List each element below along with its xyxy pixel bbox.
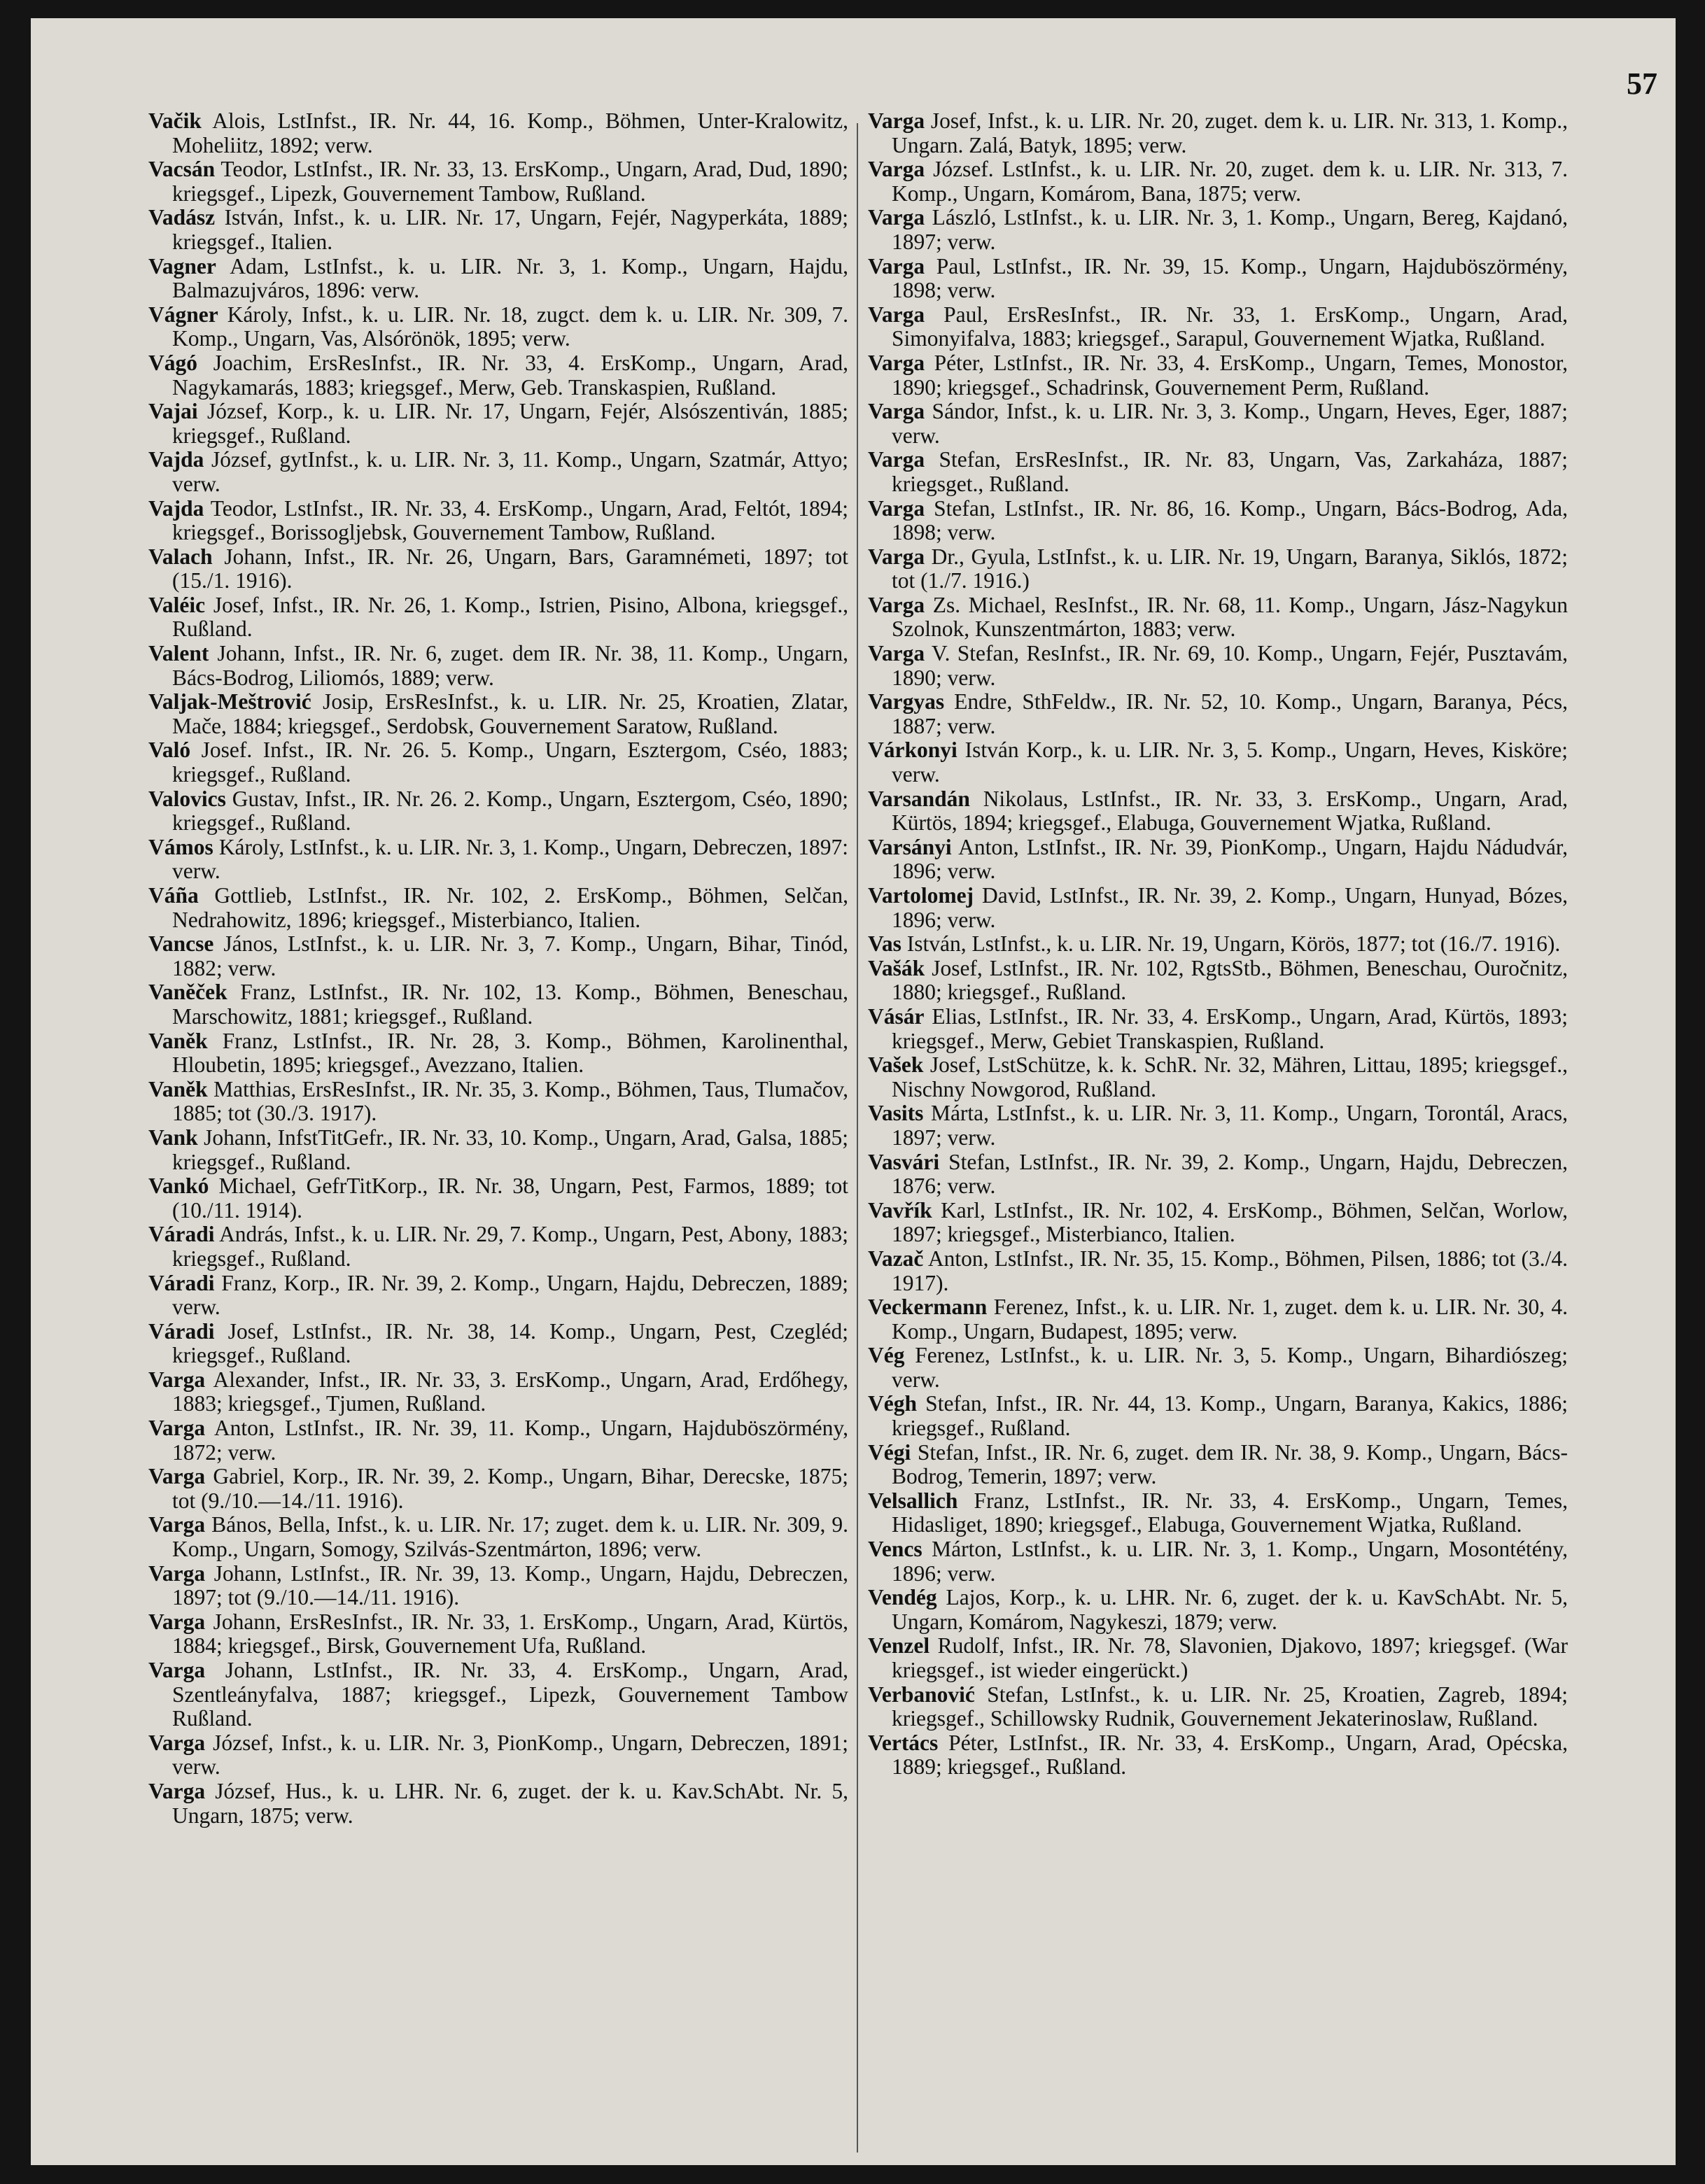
register-entry: [148, 255, 848, 303]
entry-surname: Vasvári: [868, 1149, 940, 1174]
entry-surname: Varga: [868, 253, 925, 279]
register-entry: [868, 787, 1568, 836]
entry-surname: Vašák: [868, 955, 925, 980]
entry-details: István, Infst., k. u. LIR. Nr. 17, Ungarn, Fejér, Nagyperkáta, 1889; kriegsgef., Italien.: [172, 205, 849, 254]
register-entry: [148, 642, 848, 690]
entry-details: Nikolaus, LstInfst., IR. Nr. 33, 3. ErsKomp., Ungarn, Arad, Kürtös, 1894; kriegsgef., Elabuga, Gouvernement Wjatka, Rußland.: [892, 786, 1568, 836]
register-entry: [868, 1053, 1568, 1101]
entry-surname: Vásár: [868, 1003, 925, 1029]
register-entry: [148, 400, 848, 448]
entry-details: Teodor, LstInfst., IR. Nr. 33, 4. ErsKomp., Ungarn, Arad, Feltót, 1894; kriegsgef., Borissoglјebsk, Gouvernement Tambow, Rußland.: [172, 495, 848, 545]
entry-details: Zs. Michael, ResInfst., IR. Nr. 68, 11. Komp., Ungarn, Jász-Nagykun Szolnok, Kunszentmárton, 1883; verw.: [892, 592, 1568, 642]
entry-surname: Varga: [868, 592, 925, 617]
register-entry: [868, 157, 1568, 206]
entry-surname: Varga: [148, 1778, 206, 1803]
entry-surname: Valach: [148, 544, 213, 569]
register-entry: [868, 932, 1568, 957]
entry-surname: Vavřík: [868, 1197, 932, 1223]
entry-details: Franz, Korp., IR. Nr. 39, 2. Komp., Ungarn, Hajdu, Debreczen, 1889; verw.: [172, 1270, 848, 1320]
entry-surname: Velsallich: [868, 1488, 958, 1513]
entry-surname: Vadász: [148, 205, 216, 230]
register-entry: [148, 738, 848, 787]
entry-details: Gottlieb, LstInfst., IR. Nr. 102, 2. ErsKomp., Böhmen, Selčan, Nedrahowitz, 1896; kriegsgef., Misterbianco, Italien.: [172, 883, 848, 932]
register-entry: [148, 1610, 848, 1658]
entry-surname: Varga: [148, 1512, 206, 1537]
register-entry: [148, 1271, 848, 1320]
entry-details: János, LstInfst., k. u. LIR. Nr. 3, 7. Komp., Ungarn, Bihar, Tinód, 1882; verw.: [172, 931, 849, 980]
column-divider: [857, 123, 858, 2153]
entry-details: Gustav, Infst., IR. Nr. 26. 2. Komp., Ungarn, Esztergom, Cséo, 1890; kriegsgef., Rußland.: [172, 786, 849, 836]
entry-details: Károly, Infst., k. u. LIR. Nr. 18, zugct. dem k. u. LIR. Nr. 309, 7. Komp., Ungarn, Vas, Alsórönök, 1895; verw.: [172, 302, 848, 351]
register-entry: [868, 1101, 1568, 1150]
entry-details: Stefan, Infst., IR. Nr. 6, zuget. dem IR. Nr. 38, 9. Komp., Ungarn, Bács-Bodrog, Temerin, 1897; verw.: [892, 1439, 1569, 1489]
entry-details: István, LstInfst., k. u. LIR. Nr. 19, Ungarn, Körös, 1877; tot (16./7. 1916).: [906, 931, 1561, 957]
entry-details: Josef. Infst., IR. Nr. 26. 5. Komp., Ungarn, Esztergom, Cséo, 1883; kriegsgef., Rußland.: [172, 738, 849, 787]
entry-surname: Valjak-Meštrović: [148, 689, 311, 714]
entry-details: Josef, Infst., k. u. LIR. Nr. 20, zuget. dem k. u. LIR. Nr. 313, 1. Komp., Ungarn. Zalá, Batyk, 1895; verw.: [892, 108, 1568, 157]
entry-surname: Vank: [148, 1125, 198, 1150]
register-entry: [148, 787, 848, 836]
entry-details: Joachim, ErsResInfst., IR. Nr. 33, 4. ErsKomp., Ungarn, Arad, Nagykamarás, 1883; kriegsgef., Merw, Geb. Transkaspien, Rußland.: [172, 350, 848, 400]
entry-surname: Varga: [868, 544, 925, 569]
entry-surname: Vámos: [148, 834, 213, 859]
entry-details: Stefan, ErsResInfst., IR. Nr. 83, Ungarn, Vas, Zarkaháza, 1887; kriegsget., Rußland.: [892, 447, 1568, 496]
entry-surname: Vertács: [868, 1730, 939, 1755]
register-entry: [868, 1392, 1568, 1440]
register-entry: [868, 400, 1568, 448]
entry-details: Adam, LstInfst., k. u. LIR. Nr. 3, 1. Komp., Ungarn, Hajdu, Balmazujváros, 1896: verw.: [172, 253, 849, 303]
entry-surname: Verbanović: [868, 1682, 975, 1707]
entry-details: András, Infst., k. u. LIR. Nr. 29, 7. Komp., Ungarn, Pest, Abony, 1883; kriegsgef., Rußland.: [172, 1222, 849, 1271]
entry-surname: Valovics: [148, 786, 226, 811]
register-entry: [148, 545, 848, 593]
register-entry: [868, 1489, 1568, 1537]
entry-surname: Varga: [148, 1730, 206, 1755]
register-entry: [868, 593, 1568, 642]
entry-surname: Varsandán: [868, 786, 970, 811]
entry-details: Gabriel, Korp., IR. Nr. 39, 2. Komp., Ungarn, Bihar, Derecske, 1875; tot (9./10.—14./11. 1916).: [172, 1464, 848, 1513]
entry-details: Teodor, LstInfst., IR. Nr. 33, 13. ErsKomp., Ungarn, Arad, Dud, 1890; kriegsgef., Lipezk, Gouvernement Tambow, Rußland.: [172, 157, 848, 206]
register-entry: [868, 1537, 1568, 1586]
entry-surname: Váña: [148, 883, 199, 908]
entry-details: Lajos, Korp., k. u. LHR. Nr. 6, zuget. der k. u. KavSchAbt. Nr. 5, Ungarn, Komárom, Nagykeszi, 1879; verw.: [892, 1585, 1569, 1634]
register-entry: [868, 1150, 1568, 1199]
entry-surname: Varga: [868, 447, 925, 472]
register-entry: [148, 980, 848, 1029]
register-entry: [148, 206, 848, 254]
register-entry: [148, 351, 848, 400]
entry-details: Márton, LstInfst., k. u. LIR. Nr. 3, 1. Komp., Ungarn, Mosontétény, 1896; verw.: [892, 1537, 1569, 1586]
register-entry: [868, 957, 1568, 1005]
entry-details: V. Stefan, ResInfst., IR. Nr. 69, 10. Komp., Ungarn, Fejér, Pusztavám, 1890; verw.: [892, 641, 1568, 690]
entry-details: Josef, Infst., IR. Nr. 26, 1. Komp., Istrien, Pisino, Albona, kriegsgef., Rußland.: [172, 592, 848, 642]
register-entry: [868, 690, 1568, 738]
entry-details: Dr., Gyula, LstInfst., k. u. LIR. Nr. 19, Ungarn, Baranya, Siklós, 1872; tot (1./7. 1916.): [892, 544, 1568, 593]
register-entry: [868, 1295, 1568, 1344]
register-entry: [868, 351, 1568, 400]
entry-details: Sándor, Infst., k. u. LIR. Nr. 3, 3. Komp., Ungarn, Heves, Eger, 1887; verw.: [892, 399, 1568, 448]
entry-surname: Vencs: [868, 1537, 922, 1562]
entry-surname: Vartolomej: [868, 883, 974, 908]
register-entry: [868, 884, 1568, 932]
entry-surname: Vaněk: [148, 1076, 208, 1101]
entry-surname: Varga: [868, 205, 925, 230]
entry-details: Johann, InfstTitGefr., IR. Nr. 33, 10. Komp., Ungarn, Arad, Galsa, 1885; kriegsgef., Rußland.: [172, 1125, 849, 1174]
register-entry: [148, 1465, 848, 1513]
register-entry: [868, 1441, 1568, 1489]
book-page: [31, 18, 1676, 2165]
entry-details: Anton, LstInfst., IR. Nr. 39, 11. Komp., Ungarn, Hajduböszörmény, 1872; verw.: [172, 1416, 848, 1465]
register-entry: [148, 1126, 848, 1174]
entry-surname: Vendég: [868, 1585, 937, 1610]
entry-details: Johann, LstInfst., IR. Nr. 33, 4. ErsKomp., Ungarn, Arad, Szentleányfalva, 1887; kriegsgef., Lipezk, Gouvernement Tambow Rußland.: [172, 1658, 849, 1731]
entry-details: Ferenez, LstInfst., k. u. LIR. Nr. 3, 5. Komp., Ungarn, Bihardiószeg; verw.: [892, 1343, 1569, 1392]
register-entry: [868, 1586, 1568, 1634]
register-entry: [868, 1199, 1568, 1247]
register-entry: [148, 497, 848, 545]
entry-surname: Varga: [868, 495, 925, 521]
entry-surname: Varga: [868, 399, 925, 424]
register-entry: [868, 255, 1568, 303]
entry-details: József, Infst., k. u. LIR. Nr. 3, PionKomp., Ungarn, Debreczen, 1891; verw.: [172, 1730, 849, 1780]
register-entry: [868, 642, 1568, 690]
entry-surname: Végi: [868, 1439, 911, 1465]
entry-details: Franz, LstInfst., IR. Nr. 28, 3. Komp., Böhmen, Karolinenthal, Hloubetin, 1895; kriegsgef., Avezzano, Italien.: [172, 1028, 848, 1078]
entry-details: Paul, LstInfst., IR. Nr. 39, 15. Komp., Ungarn, Hajduböszörmény, 1898; verw.: [892, 253, 1568, 303]
entry-surname: Varga: [868, 641, 925, 666]
entry-surname: Varga: [868, 302, 925, 327]
entry-surname: Vašek: [868, 1052, 924, 1078]
entry-details: Johann, LstInfst., IR. Nr. 39, 13. Komp., Ungarn, Hajdu, Debreczen, 1897; tot (9./10.—14./11. 1916).: [172, 1560, 849, 1610]
entry-surname: Vajda: [148, 447, 204, 472]
register-entry: [148, 448, 848, 496]
entry-details: Josef, LstInfst., IR. Nr. 38, 14. Komp., Ungarn, Pest, Czegléd; kriegsgef., Rußland.: [172, 1318, 848, 1368]
register-entry: [868, 738, 1568, 787]
register-entry: [148, 1562, 848, 1610]
entry-details: Johann, Infst., IR. Nr. 6, zuget. dem IR. Nr. 38, 11. Komp., Ungarn, Bács-Bodrog, Liliomós, 1889; verw.: [172, 641, 848, 690]
register-entry: [148, 1029, 848, 1078]
register-entry: [868, 1247, 1568, 1295]
register-entry: [148, 1731, 848, 1780]
entry-details: Márta, LstInfst., k. u. LIR. Nr. 3, 11. Komp., Ungarn, Torontál, Aracs, 1897; verw.: [892, 1101, 1568, 1150]
entry-details: Alexander, Infst., IR. Nr. 33, 3. ErsKomp., Ungarn, Arad, Erdőhegy, 1883; kriegsgef., Tjumen, Rußland.: [172, 1367, 848, 1416]
entry-surname: Való: [148, 738, 191, 763]
entry-surname: Váradi: [148, 1318, 215, 1344]
entry-surname: Vasits: [868, 1101, 924, 1126]
register-entry: [148, 1513, 848, 1561]
entry-surname: Varga: [148, 1367, 206, 1392]
register-entry: [148, 303, 848, 351]
entry-details: Josef, LstInfst., IR. Nr. 102, RgtsStb., Böhmen, Beneschau, Ouročnitz, 1880; kriegsgef., Rußland.: [892, 955, 1569, 1005]
register-entry: [148, 1658, 848, 1731]
entry-surname: Veckermann: [868, 1295, 988, 1320]
register-entry: [868, 1005, 1568, 1053]
entry-details: Stefan, Infst., IR. Nr. 44, 13. Komp., Ungarn, Baranya, Kakics, 1886; kriegsgef., Rußland.: [892, 1391, 1568, 1441]
register-entry: [148, 836, 848, 884]
entry-details: Josef, LstSchütze, k. k. SchR. Nr. 32, Mähren, Littau, 1895; kriegsgef., Nischny Nowgorod, Rußland.: [892, 1052, 1569, 1101]
entry-details: Endre, SthFeldw., IR. Nr. 52, 10. Komp., Ungarn, Baranya, Pécs, 1887; verw.: [892, 689, 1569, 738]
register-entry: [148, 109, 848, 157]
entry-surname: Vaněk: [148, 1028, 208, 1053]
register-entry: [148, 1078, 848, 1126]
entry-details: József, gytInfst., k. u. LIR. Nr. 3, 11. Komp., Ungarn, Szatmár, Attyo; verw.: [172, 447, 849, 496]
entry-details: Josip, ErsResInfst., k. u. LIR. Nr. 25, Kroatien, Zlatar, Mače, 1884; kriegsgef., Serdobsk, Gouvernement Saratow, Rußland.: [172, 689, 849, 738]
entry-details: Johann, Infst., IR. Nr. 26, Ungarn, Bars, Garamnémeti, 1897; tot (15./1. 1916).: [172, 544, 848, 593]
entry-surname: Vágó: [148, 350, 197, 375]
entry-surname: Vačik: [148, 108, 202, 133]
register-entry: [148, 690, 848, 738]
register-entry: [148, 1416, 848, 1465]
entry-surname: Vas: [868, 931, 901, 957]
entry-surname: Varga: [868, 108, 925, 133]
register-entry: [868, 1683, 1568, 1731]
register-entry: [868, 109, 1568, 157]
entry-surname: Vazač: [868, 1246, 924, 1271]
right-column: [868, 109, 1568, 1780]
register-entry: [148, 1780, 848, 1828]
register-entry: [148, 1368, 848, 1416]
entry-surname: Vacsán: [148, 157, 216, 182]
entry-details: Paul, ErsResInfst., IR. Nr. 33, 1. ErsKomp., Ungarn, Arad, Simonyifalva, 1883; kriegsgef., Sarapul, Gouvernement Wjatka, Rußland.: [892, 302, 1569, 351]
entry-details: Anton, LstInfst., IR. Nr. 39, PionKomp., Ungarn, Hajdu Nádudvár, 1896; verw.: [892, 834, 1569, 884]
entry-details: Rudolf, Infst., IR. Nr. 78, Slavonien, Djakovo, 1897; kriegsgef. (War kriegsgef., ist wieder eingerückt.): [892, 1633, 1568, 1682]
entry-details: József, Hus., k. u. LHR. Nr. 6, zuget. der k. u. Kav.SchAbt. Nr. 5, Ungarn, 1875; verw.: [172, 1778, 848, 1828]
entry-details: Alois, LstInfst., IR. Nr. 44, 16. Komp., Böhmen, Unter-Kralowitz, Moheliitz, 1892; verw.: [172, 108, 848, 157]
register-entry: [148, 932, 848, 980]
left-column: [148, 109, 848, 1828]
entry-details: József. LstInfst., k. u. LIR. Nr. 20, zuget. dem k. u. LIR. Nr. 313, 7. Komp., Ungarn, Komárom, Bana, 1875; verw.: [892, 157, 1569, 206]
entry-surname: Vargyas: [868, 689, 945, 714]
entry-details: Franz, LstInfst., IR. Nr. 102, 13. Komp., Böhmen, Beneschau, Marschowitz, 1881; kriegsgef., Rußland.: [172, 980, 849, 1029]
entry-surname: Vágner: [148, 302, 218, 327]
register-entry: [868, 1344, 1568, 1392]
entry-surname: Vankó: [148, 1174, 209, 1199]
entry-details: Péter, LstInfst., IR. Nr. 33, 4. ErsKomp., Ungarn, Temes, Monostor, 1890; kriegsgef., Schadrinsk, Gouvernement Perm, Rußland.: [892, 350, 1569, 400]
page-number: 57: [1627, 66, 1657, 101]
entry-details: Franz, LstInfst., IR. Nr. 33, 4. ErsKomp., Ungarn, Temes, Hidasliget, 1890; kriegsgef., Elabuga, Gouvernement Wjatka, Rußland.: [892, 1488, 1568, 1537]
entry-details: Anton, LstInfst., IR. Nr. 35, 15. Komp., Böhmen, Pilsen, 1886; tot (3./4. 1917).: [892, 1246, 1568, 1295]
register-entry: [148, 593, 848, 642]
register-entry: [868, 545, 1568, 593]
entry-surname: Vagner: [148, 253, 216, 279]
entry-details: Károly, LstInfst., k. u. LIR. Nr. 3, 1. Komp., Ungarn, Debreczen, 1897: verw.: [172, 834, 849, 884]
entry-surname: Vancse: [148, 931, 214, 957]
entry-surname: Venzel: [868, 1633, 930, 1658]
entry-details: Stefan, LstInfst., IR. Nr. 86, 16. Komp., Ungarn, Bács-Bodrog, Ada, 1898; verw.: [892, 495, 1568, 545]
register-entry: [868, 206, 1568, 254]
entry-surname: Valéic: [148, 592, 206, 617]
register-entry: [868, 448, 1568, 496]
entry-details: László, LstInfst., k. u. LIR. Nr. 3, 1. Komp., Ungarn, Bereg, Kajdanó, 1897; verw.: [892, 205, 1569, 254]
register-entry: [868, 1634, 1568, 1682]
entry-surname: Varga: [148, 1464, 206, 1489]
entry-surname: Valent: [148, 641, 209, 666]
entry-surname: Végh: [868, 1391, 917, 1416]
entry-details: Matthias, ErsResInfst., IR. Nr. 35, 3. Komp., Böhmen, Taus, Tlumačov, 1885; tot (30./3. 1917).: [172, 1076, 848, 1126]
entry-surname: Varga: [868, 157, 925, 182]
entry-surname: Váradi: [148, 1270, 215, 1295]
entry-surname: Varga: [148, 1658, 206, 1682]
register-entry: [868, 303, 1568, 351]
register-entry: [868, 836, 1568, 884]
entry-details: Ferenez, Infst., k. u. LIR. Nr. 1, zuget. dem k. u. LIR. Nr. 30, 4. Komp., Ungarn, Budapest, 1895; verw.: [892, 1295, 1569, 1344]
register-entry: [148, 157, 848, 206]
entry-surname: Vég: [868, 1343, 905, 1368]
register-entry: [148, 1320, 848, 1368]
entry-details: Stefan, LstInfst., IR. Nr. 39, 2. Komp., Ungarn, Hajdu, Debreczen, 1876; verw.: [892, 1149, 1568, 1199]
entry-surname: Vajai: [148, 399, 198, 424]
entry-surname: Varga: [148, 1560, 206, 1586]
entry-surname: Vajda: [148, 495, 204, 521]
entry-details: David, LstInfst., IR. Nr. 39, 2. Komp., Ungarn, Hunyad, Bózes, 1896; verw.: [892, 883, 1569, 932]
entry-surname: Varga: [148, 1609, 206, 1634]
entry-surname: Várkonyi: [868, 738, 957, 763]
entry-surname: Varga: [148, 1416, 206, 1441]
entry-details: Karl, LstInfst., IR. Nr. 102, 4. ErsKomp., Böhmen, Selčan, Worlow, 1897; kriegsgef., Misterbianco, Italien.: [892, 1197, 1569, 1247]
register-entry: [148, 1174, 848, 1223]
entry-details: Michael, GefrTitKorp., IR. Nr. 38, Ungarn, Pest, Farmos, 1889; tot (10./11. 1914).: [172, 1174, 848, 1223]
register-entry: [148, 1223, 848, 1271]
register-entry: [868, 1731, 1568, 1780]
entry-details: István Korp., k. u. LIR. Nr. 3, 5. Komp., Ungarn, Heves, Kisköre; verw.: [892, 738, 1569, 787]
entry-details: József, Korp., k. u. LIR. Nr. 17, Ungarn, Fejér, Alsószentiván, 1885; kriegsgef., Rußland.: [172, 399, 849, 448]
entry-details: Péter, LstInfst., IR. Nr. 33, 4. ErsKomp., Ungarn, Arad, Opécska, 1889; kriegsgef., Rußland.: [892, 1730, 1568, 1780]
entry-details: Elias, LstInfst., IR. Nr. 33, 4. ErsKomp., Ungarn, Arad, Kürtös, 1893; kriegsgef., Merw, Gebiet Transkaspien, Rußland.: [892, 1003, 1569, 1053]
register-entry: [148, 884, 848, 932]
entry-details: Stefan, LstInfst., k. u. LIR. Nr. 25, Kroatien, Zagreb, 1894; kriegsgef., Schillowsky Rudnik, Gouvernement Jekaterinoslaw, Rußland.: [892, 1682, 1569, 1731]
entry-details: Johann, ErsResInfst., IR. Nr. 33, 1. ErsKomp., Ungarn, Arad, Kürtös, 1884; kriegsgef., Birsk, Gouvernement Ufa, Rußland.: [172, 1609, 848, 1658]
entry-surname: Váradi: [148, 1222, 215, 1247]
entry-surname: Varsányi: [868, 834, 952, 859]
entry-surname: Varga: [868, 350, 925, 375]
entry-details: Bános, Bella, Infst., k. u. LIR. Nr. 17; zuget. dem k. u. LIR. Nr. 309, 9. Komp., Ungarn, Somogy, Szilvás-Szentmárton, 1896; verw.: [172, 1512, 848, 1562]
entry-surname: Vaněček: [148, 980, 227, 1005]
register-entry: [868, 497, 1568, 545]
